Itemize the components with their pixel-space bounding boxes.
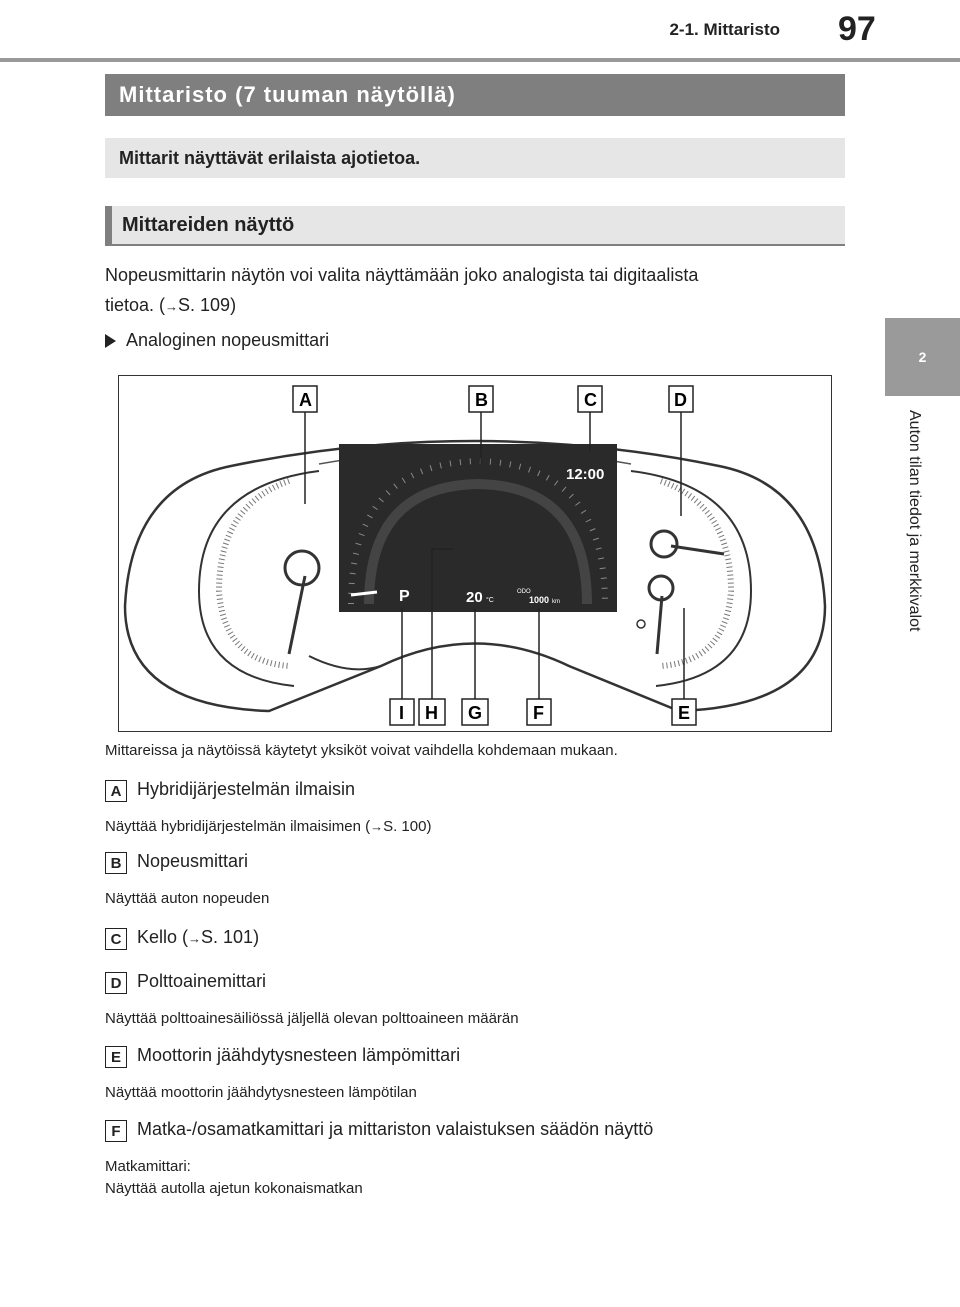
callout-b: B	[475, 390, 488, 410]
triangle-bullet-icon	[105, 334, 116, 348]
header-rule	[0, 58, 960, 62]
indicator-dot	[637, 620, 645, 628]
page-title: Mittaristo (7 tuuman näytöllä)	[105, 74, 845, 116]
left-lower-trim	[309, 656, 381, 669]
running-header: 2-1. Mittaristo	[669, 20, 780, 39]
item-label: Matka-/osamatkamittari ja mittariston valaistuksen säädön näyttö	[137, 1119, 654, 1139]
letter-badge: B	[105, 852, 127, 874]
page-reference[interactable]: S. 100)	[383, 818, 432, 835]
odometer-unit: km	[552, 599, 560, 605]
item-description: Näyttää auton nopeuden	[105, 890, 270, 907]
callout-d: D	[674, 390, 687, 410]
chapter-side-title	[873, 410, 960, 710]
callout-h: H	[425, 703, 438, 723]
page-reference[interactable]: S. 109)	[178, 295, 237, 315]
page-reference[interactable]: S. 101)	[201, 927, 260, 947]
callout-g: G	[468, 703, 483, 723]
item-label: Moottorin jäähdytysnesteen lämpömittari	[137, 1045, 461, 1065]
letter-badge: E	[105, 1046, 127, 1068]
temperature-value: 20	[466, 589, 483, 606]
item-description	[105, 1156, 363, 1200]
fuel-gauge-hub	[651, 531, 677, 557]
temperature-unit: °C	[486, 597, 494, 604]
desc-line-2: Näyttää autolla ajetun kokonaismatkan	[105, 1180, 363, 1197]
figure-caption: Mittareissa ja näytöissä käytetyt yksiköt voivat vaihdella kohdemaan mukaan.	[105, 742, 618, 759]
intro-line-1: Nopeusmittarin näytön voi valita näyttämään joko analogista tai digitaalista	[105, 265, 699, 285]
page-subtitle: Mittarit näyttävät erilaista ajotietoa.	[105, 138, 845, 178]
chapter-tab	[885, 318, 960, 396]
clock-readout: 12:00	[566, 466, 605, 483]
page-number: 97	[838, 10, 876, 48]
temp-gauge-needle	[657, 596, 662, 654]
desc-line-1: Matkamittari:	[105, 1158, 191, 1175]
bullet-label: Analoginen nopeusmittari	[126, 330, 330, 350]
arrow-right-icon: →	[165, 299, 179, 314]
item-label	[137, 927, 259, 948]
desc-text: Näyttää hybridijärjestelmän ilmaisimen (	[105, 818, 371, 835]
callout-e: E	[678, 703, 691, 723]
item-description: Näyttää moottorin jäähdytysnesteen lämpötilan	[105, 1084, 417, 1101]
gear-indicator: P	[399, 588, 410, 605]
letter-badge: A	[105, 780, 127, 802]
left-gauge-hub	[285, 551, 319, 585]
left-gauge-needle	[289, 576, 305, 654]
instrument-cluster-figure	[118, 375, 832, 732]
item-label: Nopeusmittari	[137, 851, 249, 871]
letter-badge: D	[105, 972, 127, 994]
bullet-item	[105, 330, 329, 351]
item-description: Näyttää polttoainesäiliössä jäljellä olevan polttoaineen määrän	[105, 1010, 519, 1027]
callout-i: I	[399, 703, 405, 723]
chapter-number: 2	[918, 349, 927, 365]
instrument-cluster-illustration	[119, 376, 831, 731]
callout-c: C	[584, 390, 597, 410]
item-description	[105, 816, 431, 838]
arrow-right-icon: →	[188, 931, 202, 946]
intro-line-2	[105, 290, 850, 322]
callout-f: F	[533, 703, 544, 723]
callout-a: A	[299, 390, 312, 410]
label-text: Kello (	[137, 927, 189, 947]
intro-paragraph	[105, 260, 850, 322]
section-heading: Mittareiden näyttö	[105, 206, 845, 246]
letter-badge: C	[105, 928, 127, 950]
odometer-value: 1000	[529, 595, 550, 605]
intro-text: tietoa. (	[105, 295, 166, 315]
fuel-gauge-needle	[671, 546, 724, 554]
arrow-right-icon: →	[370, 819, 384, 834]
odometer-label: ODO	[517, 589, 531, 595]
item-label: Polttoainemittari	[137, 971, 267, 991]
item-label: Hybridijärjestelmän ilmaisin	[137, 779, 356, 799]
chapter-title: Auton tilan tiedot ja merkkivalot	[906, 410, 923, 632]
letter-badge: F	[105, 1120, 127, 1142]
